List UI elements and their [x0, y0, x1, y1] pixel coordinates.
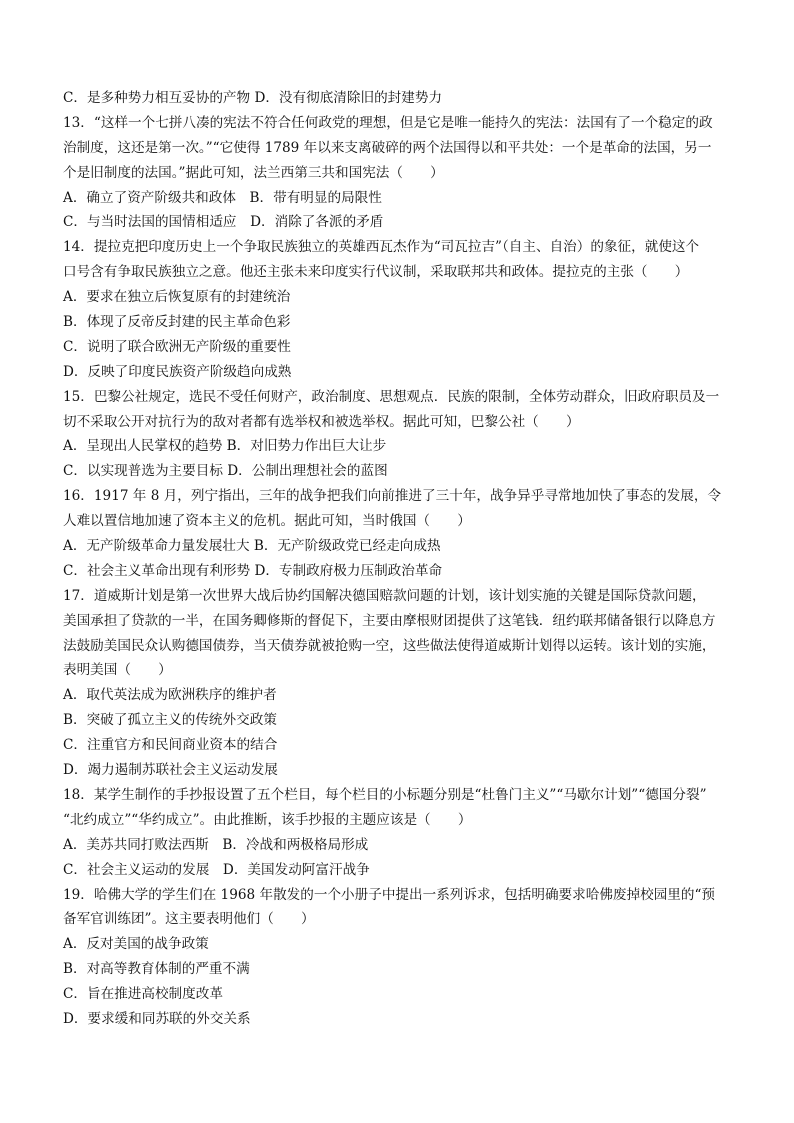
question-14-option-b: B．体现了反帝反封建的民主革命色彩 [63, 314, 291, 331]
question-17-stem: 法鼓励美国民众认购德国债券，当天债券就被抢购一空，这些做法使得道威斯计划得以运转。该计划的实施， [63, 637, 716, 654]
question-19-option-b: B．对高等教育体制的严重不满 [63, 961, 250, 978]
question-17-option-d: D．竭力遏制苏联社会主义运动发展 [63, 762, 278, 779]
exam-page [63, 86, 743, 1032]
question-19-stem: 备军官训练团”。这主要表明他们（ ） [63, 911, 315, 928]
question-17-stem: 美国承担了贷款的一半，在国务卿修斯的督促下，主要由摩根财团提供了这笔钱．纽约联邦储备银行以降息方 [63, 612, 716, 629]
question-15-option-cd: C．以实现普选为主要目标 D．公制出理想社会的蓝图 [63, 463, 388, 480]
question-17-stem: 17．道威斯计划是第一次世界大战后协约国解决德国赔款问题的计划，该计划实施的关键是国际贷款问题， [63, 587, 706, 604]
question-15-option-ab: A．呈现出人民掌权的趋势 B．对旧势力作出巨大让步 [63, 438, 387, 455]
question-19-option-c: C．旨在推进高校制度改革 [63, 986, 223, 1003]
question-18-stem: 18．某学生制作的手抄报设置了五个栏目，每个栏目的小标题分别是“杜鲁门主义”“马歇尔计划”“德国分裂” [63, 786, 707, 803]
question-15-stem: 切不采取公开对抗行为的敌对者都有选举权和被选举权。据此可知，巴黎公社（ ） [63, 413, 580, 430]
question-14-stem: 14．提拉克把印度历史上一个争取民族独立的英雄西瓦杰作为“司瓦拉吉”（自主、自治）的象征，就使这个 [63, 239, 700, 256]
question-18-stem: “北约成立”“华约成立”。由此推断，该手抄报的主题应该是（ ） [63, 811, 472, 828]
question-17-option-a: A．取代英法成为欧洲秩序的维护者 [63, 687, 277, 704]
question-17-option-b: B．突破了孤立主义的传统外交政策 [63, 712, 277, 729]
question-19-stem: 19．哈佛大学的学生们在 1968 年散发的一个小册子中提出一系列诉求，包括明确要求哈佛废掉校园里的“预 [63, 886, 716, 903]
question-19-option-a: A．反对美国的战争政策 [63, 936, 209, 953]
option-line-12-cd: C．是多种势力相互妥协的产物 D．没有彻底清除旧的封建势力 [63, 90, 443, 106]
question-17-stem: 表明美国（ ） [63, 662, 172, 679]
question-14-option-d: D．反映了印度民族资产阶级趋向成熟 [63, 363, 292, 380]
question-19-option-d: D．要求缓和同苏联的外交关系 [63, 1010, 251, 1027]
question-18-option-cd: C．社会主义运动的发展 D．美国发动阿富汗战争 [63, 861, 370, 878]
question-17-option-c: C．注重官方和民间商业资本的结合 [63, 737, 278, 754]
question-13-option-ab: A．确立了资产阶级共和政体 B．带有明显的局限性 [63, 189, 382, 206]
question-16-stem: 人难以置信地加速了资本主义的危机。据此可知，当时俄国（ ） [63, 513, 471, 530]
question-18-option-ab: A．美苏共同打败法西斯 B．冷战和两极格局形成 [63, 836, 369, 853]
question-13-option-cd: C．与当时法国的国情相适应 D．消除了各派的矛盾 [63, 214, 384, 231]
question-16-option-cd: C．社会主义革命出现有利形势 D．专制政府极力压制政治革命 [63, 562, 443, 579]
question-14-option-c: C．说明了联合欧洲无产阶级的重要性 [63, 338, 291, 355]
question-13-stem: 个是旧制度的法国。”据此可知，法兰西第三共和国宪法（ ） [63, 164, 444, 181]
question-13-stem: 13．“这样一个七拼八凑的宪法不符合任何政党的理想，但是它是唯一能持久的宪法：法国有了一个稳定的政 [63, 114, 713, 131]
question-14-stem: 口号含有争取民族独立之意。他还主张未来印度实行代议制，采取联邦共和政体。提拉克的主张（ ） [63, 264, 689, 281]
question-16-option-ab: A．无产阶级革命力量发展壮大 B．无产阶级政党已经走向成热 [63, 538, 441, 555]
question-13-stem: 治制度，这还是第一次。”“它使得 1789 年以来支离破碎的两个法国得以和平共处：一个是革命的法国，另一 [63, 139, 712, 156]
question-16-stem: 16．1917 年 8 月，列宁指出，三年的战争把我们向前推进了三十年，战争异乎寻常地加快了事态的发展，令 [63, 488, 722, 505]
question-15-stem: 15．巴黎公社规定，选民不受任何财产，政治制度、思想观点．民族的限制，全体劳动群众，旧政府职员及一 [63, 388, 720, 405]
question-14-option-a: A．要求在独立后恢复原有的封建统治 [63, 289, 291, 306]
